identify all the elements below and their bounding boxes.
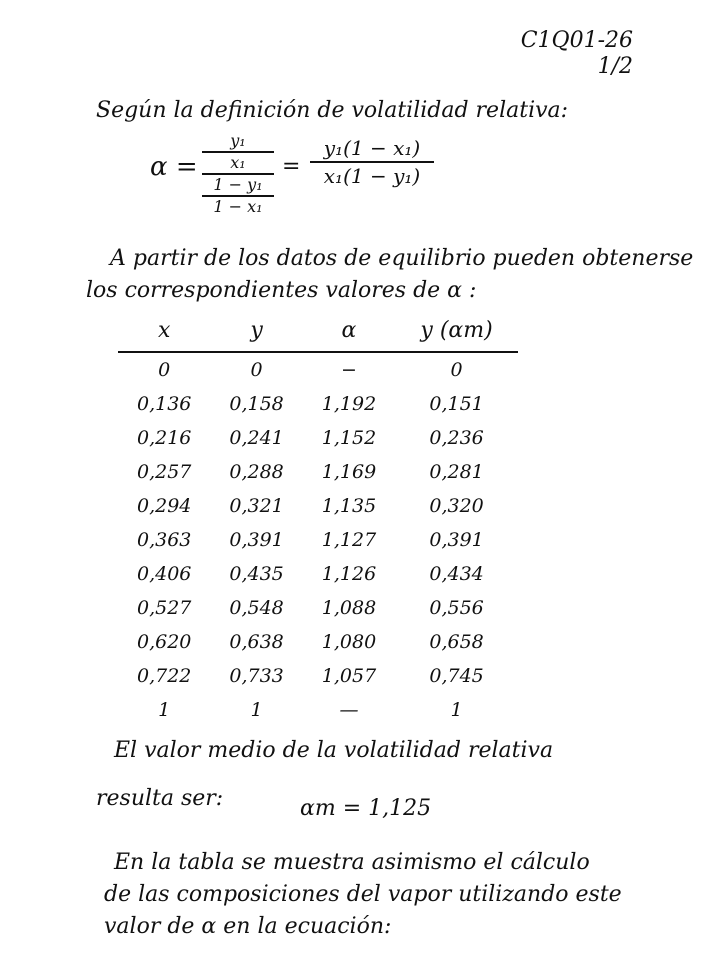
relative-volatility-formula: [150, 132, 450, 222]
table-row: [118, 455, 518, 489]
table-cell: 1,192: [321, 393, 377, 415]
compound-fraction: [202, 132, 274, 216]
table-row: [118, 489, 518, 523]
table-cell: 0,288: [229, 461, 284, 483]
table-row: [118, 659, 518, 693]
table-cell: 0,321: [229, 495, 284, 517]
table-cell: 0,733: [229, 665, 284, 687]
table-cell: 0: [250, 359, 263, 381]
table-cell: 0,236: [429, 427, 484, 449]
table-cell: 1,169: [321, 461, 377, 483]
table-cell: 0,391: [229, 529, 284, 551]
table-cell: 0,241: [229, 427, 284, 449]
paragraph2-line1: El valor medio de la volatilidad relativa: [114, 738, 554, 763]
paragraph2-line2: resulta ser:: [96, 786, 224, 811]
table-cell: 0,216: [136, 427, 192, 449]
table-cell: 0,434: [429, 563, 484, 585]
table-cell: 1,126: [321, 563, 377, 585]
table-row: [118, 387, 518, 421]
inner-bottom-denominator: 1 − x₁: [213, 197, 263, 216]
table-cell: 0,320: [429, 495, 484, 517]
paragraph3-line3: valor de α en la ecuación:: [104, 914, 392, 939]
table-header-row: [118, 312, 518, 352]
table-cell: 0,638: [229, 631, 284, 653]
table-row: [118, 625, 518, 659]
table-cell: 0,722: [136, 665, 192, 687]
table-cell: 0,658: [429, 631, 484, 653]
equals-sign: =: [282, 154, 301, 179]
table-cell: 1,080: [321, 631, 377, 653]
table-cell: 0,556: [429, 597, 484, 619]
right-numerator: y₁(1 − x₁): [323, 136, 421, 160]
page-reference: [521, 28, 633, 80]
table-cell: 0,158: [229, 393, 284, 415]
table-row: [118, 557, 518, 591]
header-y-alpha-m: y (αm): [395, 312, 518, 352]
table-cell: 1,057: [321, 665, 377, 687]
right-denominator: x₁(1 − y₁): [323, 164, 421, 188]
table-cell: 0,257: [136, 461, 192, 483]
table-row: [118, 421, 518, 455]
table-row: [118, 523, 518, 557]
page-number: 1/2: [597, 54, 633, 79]
paragraph3-line1: En la tabla se muestra asimismo el cálculo: [114, 850, 590, 875]
table-cell: 0,363: [136, 529, 192, 551]
header-alpha: α: [303, 312, 395, 352]
intro-line: Según la definición de volatilidad relativa:: [96, 98, 569, 123]
table-body: [118, 352, 518, 727]
table-cell: 0,294: [136, 495, 192, 517]
table-cell: −: [341, 359, 357, 381]
table-cell: 0,548: [229, 597, 284, 619]
table-cell: 0,620: [136, 631, 192, 653]
header-x: x: [118, 312, 210, 352]
table-cell: 0,391: [429, 529, 484, 551]
inner-bottom-fraction: [202, 176, 274, 216]
table-cell: 1: [450, 699, 463, 721]
alpha-symbol: α =: [150, 152, 198, 182]
table-cell: 0: [450, 359, 463, 381]
document-code: C1Q01-26: [520, 28, 633, 53]
right-fraction: [310, 136, 434, 188]
table-cell: 1,135: [321, 495, 377, 517]
inner-bottom-numerator: 1 − y₁: [213, 175, 263, 194]
inner-top-denominator: x₁: [230, 153, 246, 172]
paragraph1-line1: A partir de los datos de equilibrio pueden obtenerse: [110, 246, 694, 271]
table-cell: 0,406: [136, 563, 192, 585]
inner-top-numerator: y₁: [230, 131, 246, 150]
table-cell: 1,127: [321, 529, 377, 551]
table-cell: 0,281: [429, 461, 484, 483]
table-cell: 1: [250, 699, 263, 721]
table-cell: 0,745: [429, 665, 484, 687]
table-cell: 1: [158, 699, 171, 721]
table-cell: 0: [158, 359, 171, 381]
paragraph3-line2: de las composiciones del vapor utilizando este: [104, 882, 622, 907]
table-cell: 0,136: [136, 393, 192, 415]
table-cell: 0,151: [429, 393, 484, 415]
table-row: [118, 693, 518, 727]
table-cell: —: [339, 699, 359, 721]
table-cell: 0,527: [136, 597, 192, 619]
header-y: y: [210, 312, 302, 352]
table-row: [118, 591, 518, 625]
table-cell: 0,435: [229, 563, 284, 585]
table-row: [118, 352, 518, 387]
equilibrium-table: [118, 312, 518, 727]
mean-volatility-result: αm = 1,125: [300, 796, 432, 821]
paragraph1-line2: los correspondientes valores de α :: [86, 278, 477, 303]
table-cell: 1,088: [321, 597, 377, 619]
table-cell: 1,152: [321, 427, 377, 449]
inner-top-fraction: [202, 132, 274, 172]
